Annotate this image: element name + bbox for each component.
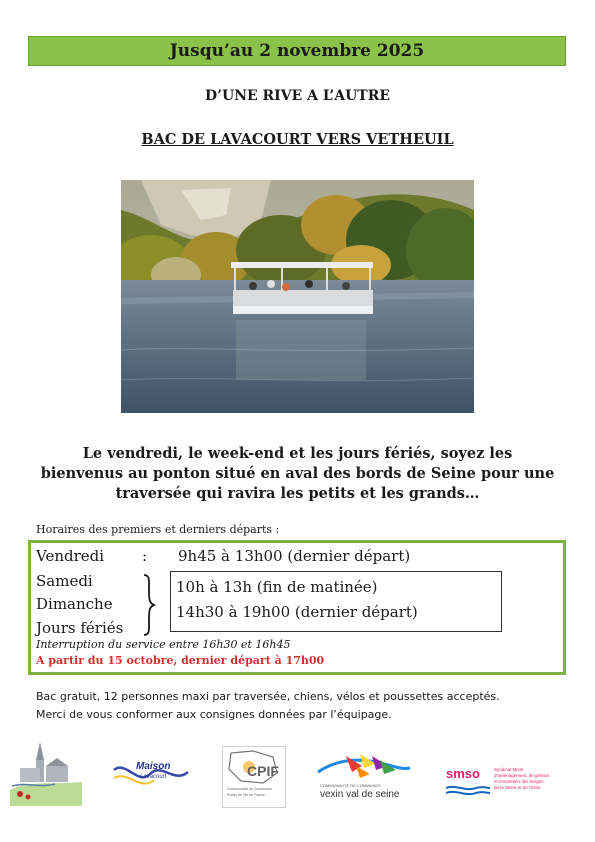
intro-line-2: bienvenus au ponton situé en aval des bords de Seine pour une: [40, 465, 555, 482]
vexin-logo-caption: COMMUNAUTÉ DE COMMUNES: [320, 783, 381, 788]
sunday-label: Dimanche: [36, 595, 113, 613]
smso-wave-icon: [444, 784, 492, 798]
smso-caption-3: et d’entretien des berges: [494, 779, 544, 784]
smso-logo: [444, 766, 556, 802]
notes-line-2: Merci de vous conformer aux consignes données par l’équipage.: [36, 708, 392, 721]
cpif-logo: [222, 746, 286, 808]
friday-separator: :: [142, 547, 148, 565]
friday-hours: 9h45 à 13h00 (dernier départ): [178, 547, 411, 565]
village-logo: [10, 740, 82, 806]
subtitle: D’UNE RIVE A L’AUTRE: [204, 88, 391, 104]
ferry-photo: [121, 180, 474, 413]
maison-logo-name: Maison: [136, 761, 171, 772]
vexin-logo: [316, 752, 412, 804]
intro-line-1: Le vendredi, le week-end et les jours fériés, soyez les: [82, 445, 513, 462]
cpif-logo-caption-2: Portes de l’Ile de France: [227, 793, 265, 797]
vexin-colorful-icon: [316, 752, 412, 782]
smso-caption-2: d’aménagement, de gestion: [494, 773, 550, 778]
schedule-label: Horaires des premiers et derniers départs :: [36, 523, 280, 536]
ferry-photo-illustration: [121, 180, 474, 413]
smso-logo-caption: [494, 767, 550, 791]
weekend-morning-hours: 10h à 13h (fin de matinée): [176, 578, 378, 596]
curly-brace: [142, 573, 156, 637]
holidays-label: Jours fériés: [36, 619, 124, 637]
intro-text: [30, 444, 565, 504]
village-church-icon: [10, 740, 82, 806]
cpif-logo-name: CPIF: [247, 763, 279, 779]
maison-logo-place: Lavacourt: [140, 774, 167, 780]
notes: [36, 688, 500, 724]
title-text: BAC DE LAVACOURT VERS VETHEUIL: [141, 131, 454, 148]
friday-label: Vendredi: [36, 547, 105, 565]
cpif-logo-caption-1: Communauté de Communes: [227, 787, 272, 791]
interruption-notice: Interruption du service entre 16h30 et 16h45: [36, 638, 291, 651]
maison-logo: [112, 756, 190, 790]
late-season-notice: A partir du 15 octobre, dernier départ à 17h00: [36, 654, 325, 667]
smso-logo-name: smso: [446, 766, 480, 781]
vexin-logo-name: vexin val de seine: [320, 789, 400, 800]
intro-line-3: traversée qui ravira les petits et les grands…: [115, 485, 480, 502]
smso-caption-1: Syndicat Mixte: [494, 767, 524, 772]
page-title: [0, 131, 595, 148]
saturday-label: Samedi: [36, 572, 93, 590]
notes-line-1: Bac gratuit, 12 personnes maxi par traversée, chiens, vélos et poussettes acceptés.: [36, 690, 500, 703]
weekend-afternoon-hours: 14h30 à 19h00 (dernier départ): [176, 603, 418, 621]
date-banner: Jusqu’au 2 novembre 2025: [28, 36, 566, 66]
smso-caption-4: de la Seine et de l’Oise: [494, 785, 541, 790]
